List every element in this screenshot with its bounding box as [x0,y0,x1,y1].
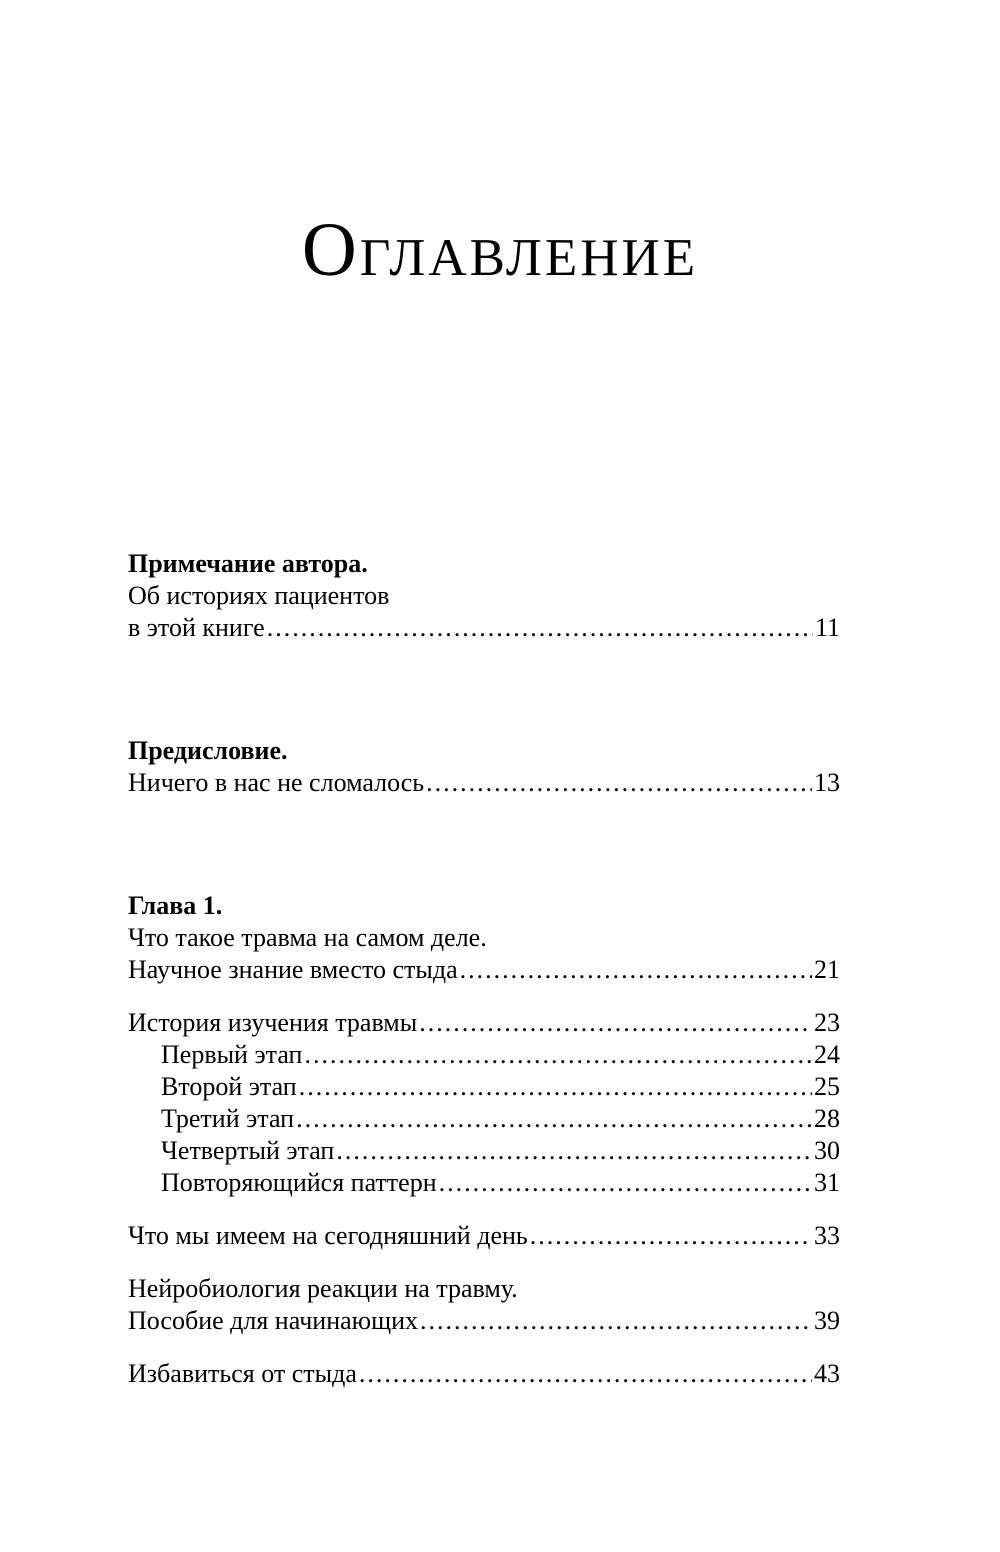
toc-entry-preface[interactable] [128,767,840,799]
dot-leader [359,1358,812,1390]
toc-entry-page: 21 [814,955,840,984]
toc-entry-text: История изучения травмы [128,1008,418,1037]
toc-entry-text: Что мы имеем на сегодняшний день [128,1221,528,1250]
page-title: Оглавление [301,208,699,292]
dot-leader [460,954,812,986]
toc-entry-page: 24 [814,1040,840,1069]
toc-line-chapter-1: Что такое травма на самом деле. [128,923,487,952]
toc-entry-neurobiology[interactable] [128,1305,840,1337]
toc-subentry-fourth-stage[interactable] [128,1135,840,1167]
toc-entry-history[interactable] [128,1007,840,1039]
toc-entry-chapter-1[interactable] [128,954,840,986]
toc-entry-page: 25 [814,1072,840,1101]
toc-entry-today[interactable] [128,1220,840,1252]
toc-entry-text: Пособие для начинающих [128,1306,419,1335]
toc-entry-text: Повторяющийся паттерн [161,1168,437,1197]
toc-subentry-second-stage[interactable] [128,1071,840,1103]
section-heading-preface: Предисловие. [128,736,288,765]
toc-entry-text: Третий этап [161,1104,295,1133]
toc-line-neurobiology: Нейробиология реакции на травму. [128,1274,518,1303]
toc-entry-text: Избавиться от стыда [128,1359,357,1388]
toc-entry-text: Первый этап [161,1040,303,1069]
toc-entry-text: Четвертый этап [161,1136,335,1165]
dot-leader [420,1305,812,1337]
toc-entry-page: 13 [814,768,840,797]
toc-entry-text: в этой книге [128,613,265,642]
toc-entry-text: Научное знание вместо стыда [128,955,458,984]
toc-subentry-repeating-pattern[interactable] [128,1167,840,1199]
toc-entry-page: 30 [814,1136,840,1165]
section-heading-author-note: Примечание автора. [128,549,368,578]
toc-entry-page: 39 [814,1306,840,1335]
section-heading-chapter-1: Глава 1. [128,891,223,920]
toc-entry-page: 11 [814,613,840,642]
toc-entry-author-note[interactable] [128,612,840,644]
toc-line-author-note: Об историях пациентов [128,581,390,610]
toc-entry-text: Второй этап [161,1072,297,1101]
toc-entry-text: Ничего в нас не сломалось [128,768,425,797]
dot-leader [419,1007,812,1039]
toc-entry-page: 43 [814,1359,840,1388]
dot-leader [296,1103,812,1135]
dot-leader [267,612,813,644]
dot-leader [426,767,812,799]
dot-leader [299,1071,812,1103]
dot-leader [439,1167,812,1199]
toc-entry-page: 28 [814,1104,840,1133]
toc-entry-page: 23 [814,1008,840,1037]
toc-entry-page: 31 [814,1168,840,1197]
dot-leader [304,1039,812,1071]
table-of-contents [128,548,840,1390]
dot-leader [530,1220,812,1252]
toc-subentry-third-stage[interactable] [128,1103,840,1135]
toc-entry-shame[interactable] [128,1358,840,1390]
toc-entry-page: 33 [814,1221,840,1250]
dot-leader [336,1135,812,1167]
toc-subentry-first-stage[interactable] [128,1039,840,1071]
